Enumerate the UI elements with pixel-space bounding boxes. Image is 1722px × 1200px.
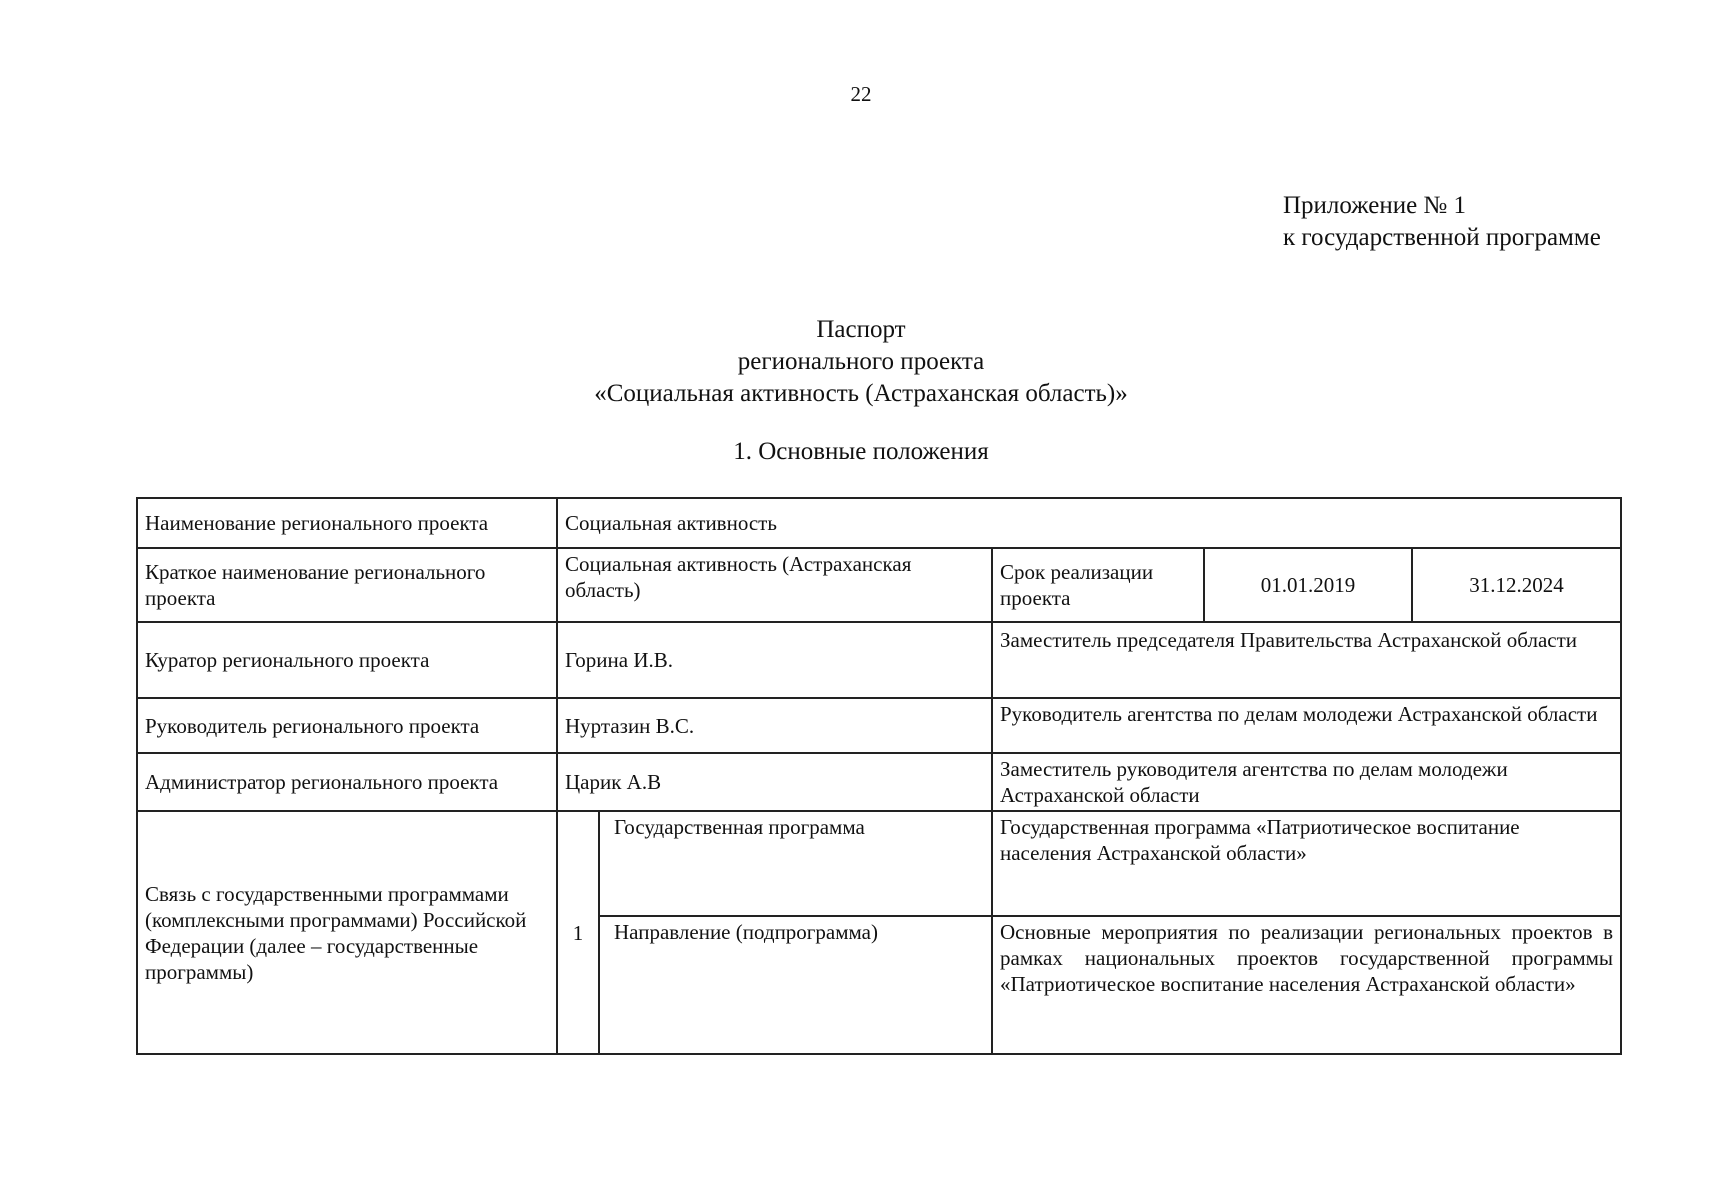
appendix-note bbox=[1283, 190, 1601, 254]
administrator-position: Заместитель руководителя агентства по делам молодежи Астраханской области bbox=[992, 753, 1621, 811]
program-label: Государственная программа bbox=[599, 811, 992, 916]
title-line-3: «Социальная активность (Астраханская область)» bbox=[594, 380, 1128, 407]
head-person: Нуртазин В.С. bbox=[557, 698, 992, 753]
link-label: Связь с государственными программами (комплексными программами) Российской Федерации (далее – государственные программы) bbox=[137, 811, 557, 1054]
end-date: 31.12.2024 bbox=[1412, 548, 1621, 622]
page-number: 22 bbox=[850, 82, 872, 106]
document-title bbox=[0, 314, 1722, 410]
curator-position: Заместитель председателя Правительства Астраханской области bbox=[992, 622, 1621, 698]
table-row-program bbox=[137, 811, 1621, 916]
title-line-1: Паспорт bbox=[816, 316, 906, 343]
link-number: 1 bbox=[557, 811, 599, 1054]
period-label: Срок реализации проекта bbox=[992, 548, 1204, 622]
direction-label: Направление (подпрограмма) bbox=[599, 916, 992, 1054]
curator-label: Куратор регионального проекта bbox=[137, 622, 557, 698]
curator-person: Горина И.В. bbox=[557, 622, 992, 698]
administrator-person: Царик А.В bbox=[557, 753, 992, 811]
table-row-administrator bbox=[137, 753, 1621, 811]
start-date: 01.01.2019 bbox=[1204, 548, 1412, 622]
table-row-curator bbox=[137, 622, 1621, 698]
passport-table bbox=[136, 497, 1622, 1055]
program-value: Государственная программа «Патриотическое воспитание населения Астраханской области» bbox=[992, 811, 1621, 916]
head-position: Руководитель агентства по делам молодежи Астраханской области bbox=[992, 698, 1621, 753]
short-name-label: Краткое наименование регионального проекта bbox=[137, 548, 557, 622]
table-row-name bbox=[137, 498, 1621, 548]
head-label: Руководитель регионального проекта bbox=[137, 698, 557, 753]
table-row-head bbox=[137, 698, 1621, 753]
administrator-label: Администратор регионального проекта bbox=[137, 753, 557, 811]
appendix-line-1: Приложение № 1 bbox=[1283, 192, 1467, 219]
direction-value: Основные мероприятия по реализации региональных проектов в рамках национальных проектов государственной программы «Патриотическое воспитание населения Астраханской области» bbox=[992, 916, 1621, 1054]
title-line-2: регионального проекта bbox=[737, 348, 985, 375]
section-title: 1. Основные положения bbox=[733, 438, 989, 465]
short-name-value: Социальная активность (Астраханская область) bbox=[557, 548, 992, 622]
table-row-short-name bbox=[137, 548, 1621, 622]
project-name-label: Наименование регионального проекта bbox=[137, 498, 557, 548]
project-name-value: Социальная активность bbox=[557, 498, 1621, 548]
appendix-line-2: к государственной программе bbox=[1283, 224, 1601, 251]
